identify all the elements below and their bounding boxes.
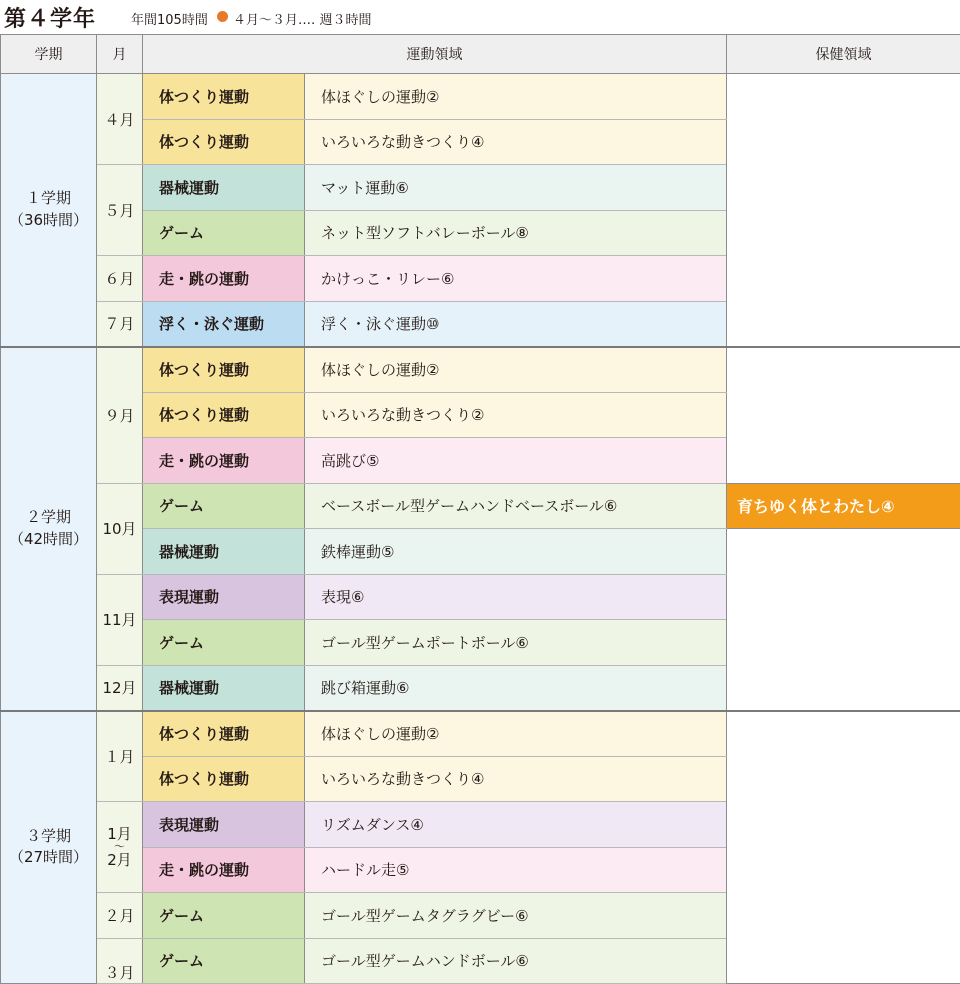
category-cell: 走・跳の運動 — [143, 438, 305, 484]
activity-cell: 体ほぐしの運動② — [305, 74, 727, 120]
schedule-range: ４月～３月‥‥ 週３時間 — [233, 9, 372, 28]
month-cell: ２月 — [97, 893, 143, 939]
activity-cell: 体ほぐしの運動② — [305, 347, 727, 393]
activity-cell: リズムダンス④ — [305, 802, 727, 848]
category-cell: 器械運動 — [143, 165, 305, 211]
category-cell: 体つくり運動 — [143, 756, 305, 802]
activity-cell: 体ほぐしの運動② — [305, 711, 727, 757]
term-name: ３学期 — [26, 827, 71, 845]
term-hours: （42時間） — [9, 530, 88, 548]
month-cell: 10月 — [97, 483, 143, 574]
activity-cell: ハードル走⑤ — [305, 847, 727, 893]
table-row — [1, 529, 960, 575]
term-name: １学期 — [26, 189, 71, 207]
activity-cell: 跳び箱運動⑥ — [305, 665, 727, 711]
activity-cell: 浮く・泳ぐ運動⑩ — [305, 301, 727, 347]
category-cell: 体つくり運動 — [143, 711, 305, 757]
category-cell: 体つくり運動 — [143, 74, 305, 120]
category-cell: 器械運動 — [143, 665, 305, 711]
column-header-movement: 運動領域 — [143, 35, 727, 74]
grade-title: 第４学年 — [4, 2, 96, 33]
activity-cell: ネット型ソフトバレーボール⑧ — [305, 210, 727, 256]
category-cell: ゲーム — [143, 483, 305, 529]
curriculum-table — [0, 34, 960, 984]
month-cell — [97, 802, 143, 893]
activity-cell: ゴール型ゲームポートボール⑥ — [305, 620, 727, 666]
month-cell: 11月 — [97, 574, 143, 665]
table-row — [1, 483, 960, 529]
month-cell: ４月 — [97, 74, 143, 165]
category-cell: 走・跳の運動 — [143, 847, 305, 893]
orange-dot-icon — [217, 11, 228, 22]
health-empty-cell — [727, 347, 960, 484]
month-cell: ９月 — [97, 347, 143, 484]
category-cell: 表現運動 — [143, 574, 305, 620]
activity-cell: 高跳び⑤ — [305, 438, 727, 484]
activity-cell: かけっこ・リレー⑥ — [305, 256, 727, 302]
category-cell: ゲーム — [143, 620, 305, 666]
month-range-end: 2月 — [107, 851, 132, 869]
month-cell: １月 — [97, 711, 143, 802]
month-cell: ５月 — [97, 165, 143, 256]
month-cell: ６月 — [97, 256, 143, 302]
activity-cell: いろいろな動きつくり④ — [305, 119, 727, 165]
month-cell: ７月 — [97, 301, 143, 347]
term-hours: （27時間） — [9, 848, 88, 866]
category-cell: 表現運動 — [143, 802, 305, 848]
category-cell: 走・跳の運動 — [143, 256, 305, 302]
health-highlight-cell: 育ちゆく体とわたし④ — [727, 483, 960, 529]
health-empty-cell — [727, 529, 960, 711]
activity-cell: ゴール型ゲームタグラグビー⑥ — [305, 893, 727, 939]
table-row — [1, 74, 960, 120]
category-cell: ゲーム — [143, 938, 305, 984]
activity-cell: 表現⑥ — [305, 574, 727, 620]
activity-cell: 鉄棒運動⑤ — [305, 529, 727, 575]
category-cell: 浮く・泳ぐ運動 — [143, 301, 305, 347]
month-cell: ３月 — [97, 938, 143, 984]
column-header-health: 保健領域 — [727, 35, 960, 74]
term-hours: （36時間） — [9, 211, 88, 229]
term-cell — [1, 711, 97, 984]
activity-cell: ゴール型ゲームハンドボール⑥ — [305, 938, 727, 984]
column-header-term: 学期 — [1, 35, 97, 74]
category-cell: 体つくり運動 — [143, 347, 305, 393]
health-empty-cell — [727, 74, 960, 347]
column-header-month: 月 — [97, 35, 143, 74]
category-cell: 体つくり運動 — [143, 392, 305, 438]
category-cell: ゲーム — [143, 893, 305, 939]
month-range-tilde: 〜 — [97, 842, 142, 852]
month-cell: 12月 — [97, 665, 143, 711]
term-cell — [1, 74, 97, 347]
activity-cell: ベースボール型ゲームハンドベースボール⑥ — [305, 483, 727, 529]
term-cell — [1, 347, 97, 711]
annual-hours: 年間105時間 — [131, 9, 208, 28]
health-empty-cell — [727, 711, 960, 984]
month-range-start: 1月 — [107, 825, 132, 843]
activity-cell: いろいろな動きつくり② — [305, 392, 727, 438]
activity-cell: マット運動⑥ — [305, 165, 727, 211]
page-header — [0, 0, 960, 34]
term-name: ２学期 — [26, 508, 71, 526]
category-cell: 体つくり運動 — [143, 119, 305, 165]
category-cell: 器械運動 — [143, 529, 305, 575]
activity-cell: いろいろな動きつくり④ — [305, 756, 727, 802]
table-row — [1, 711, 960, 757]
table-row — [1, 347, 960, 393]
category-cell: ゲーム — [143, 210, 305, 256]
